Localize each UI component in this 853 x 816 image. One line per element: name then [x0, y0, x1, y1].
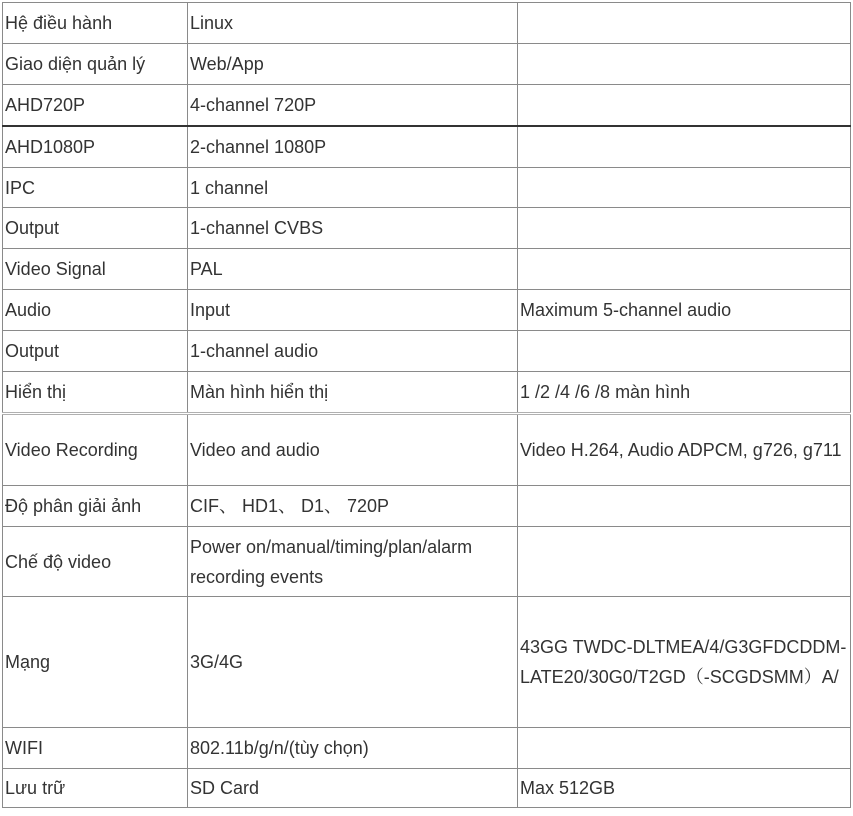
row-extra: [518, 126, 851, 168]
row-value: PAL: [188, 249, 518, 290]
row-label: Hiển thị: [3, 372, 188, 414]
row-value: 1-channel CVBS: [188, 208, 518, 249]
row-extra: [518, 168, 851, 208]
row-value: Video and audio: [188, 414, 518, 486]
table-row: [3, 414, 851, 486]
table-row: [3, 3, 851, 44]
row-label: Output: [3, 331, 188, 372]
row-extra: Video H.264, Audio ADPCM, g726, g711: [518, 414, 851, 486]
row-extra: [518, 486, 851, 527]
table-row: [3, 527, 851, 597]
row-extra: [518, 208, 851, 249]
row-extra: [518, 3, 851, 44]
row-label: Audio: [3, 290, 188, 331]
table-row: [3, 331, 851, 372]
row-label: Hệ điều hành: [3, 3, 188, 44]
row-value: Power on/manual/timing/plan/alarm recording events: [188, 527, 518, 597]
row-extra: [518, 728, 851, 769]
row-extra: 1 /2 /4 /6 /8 màn hình: [518, 372, 851, 414]
row-value: 802.11b/g/n/(tùy chọn): [188, 728, 518, 769]
row-value: 1-channel audio: [188, 331, 518, 372]
row-label: Video Signal: [3, 249, 188, 290]
row-label: Output: [3, 208, 188, 249]
row-label: Video Recording: [3, 414, 188, 486]
row-value: 3G/4G: [188, 597, 518, 728]
row-value: Màn hình hiển thị: [188, 372, 518, 414]
table-row: [3, 44, 851, 85]
table-row: [3, 249, 851, 290]
row-label: Lưu trữ: [3, 769, 188, 808]
row-label: Chế độ video: [3, 527, 188, 597]
table-row: [3, 372, 851, 414]
row-extra: [518, 331, 851, 372]
table-row: [3, 486, 851, 527]
row-extra: [518, 85, 851, 127]
row-extra: Maximum 5-channel audio: [518, 290, 851, 331]
row-label: Giao diện quản lý: [3, 44, 188, 85]
row-extra: 43GG TWDC-DLTMEA/4/G3GFDCDDM-LATE20/30G0/T2GD（-SCGDSMM）A/: [518, 597, 851, 728]
row-extra: [518, 249, 851, 290]
table-row: [3, 85, 851, 127]
row-value: 4-channel 720P: [188, 85, 518, 127]
row-extra: Max 512GB: [518, 769, 851, 808]
row-label: AHD1080P: [3, 126, 188, 168]
spec-table: [2, 2, 851, 808]
row-value: Web/App: [188, 44, 518, 85]
row-label: IPC: [3, 168, 188, 208]
table-row: [3, 168, 851, 208]
row-value: 1 channel: [188, 168, 518, 208]
row-value: 2-channel 1080P: [188, 126, 518, 168]
row-value: Linux: [188, 3, 518, 44]
table-row: [3, 208, 851, 249]
row-value: CIF、 HD1、 D1、 720P: [188, 486, 518, 527]
row-value: Input: [188, 290, 518, 331]
row-label: AHD720P: [3, 85, 188, 127]
table-row: [3, 728, 851, 769]
row-value: SD Card: [188, 769, 518, 808]
row-label: Độ phân giải ảnh: [3, 486, 188, 527]
row-extra: [518, 527, 851, 597]
table-row: [3, 769, 851, 808]
row-label: Mạng: [3, 597, 188, 728]
row-label: WIFI: [3, 728, 188, 769]
table-row: [3, 126, 851, 168]
row-extra: [518, 44, 851, 85]
table-row: [3, 290, 851, 331]
table-row: [3, 597, 851, 728]
